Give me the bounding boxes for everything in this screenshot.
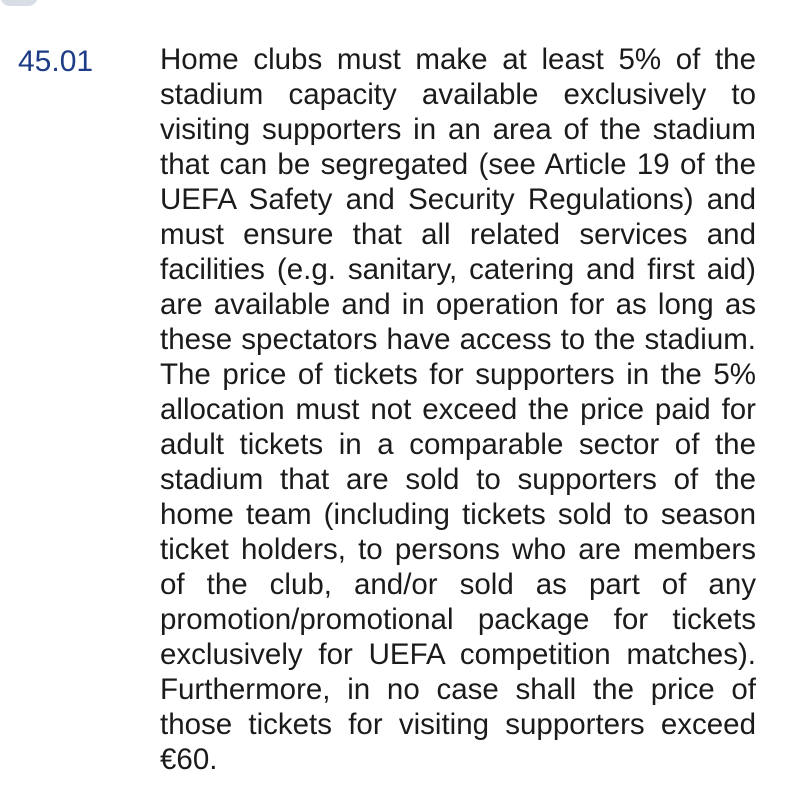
top-edge-fragment (0, 0, 38, 6)
article-number: 45.01 (18, 45, 94, 78)
article-body-text: Home clubs must make at least 5% of the stadium capacity available exclusively to visiting supporters in an area of the stadium that can be segregated (see Article 19 of the UEFA Safety and Security Regulations) and must ensure that all related services and facilities (e.g. sanitary, catering and first aid) are available and in operation for as long as these spectators have access to the stadium. The price of tickets for supporters in the 5% allocation must not exceed the price paid for adult tickets in a comparable sector of the stadium that are sold to supporters of the home team (including tickets sold to season ticket holders, to persons who are members of the club, and/or sold as part of any promotion/promotional package for tickets exclusively for UEFA competition matches). Furthermore, in no case shall the price of those tickets for visiting supporters exceed €60. (160, 43, 756, 776)
